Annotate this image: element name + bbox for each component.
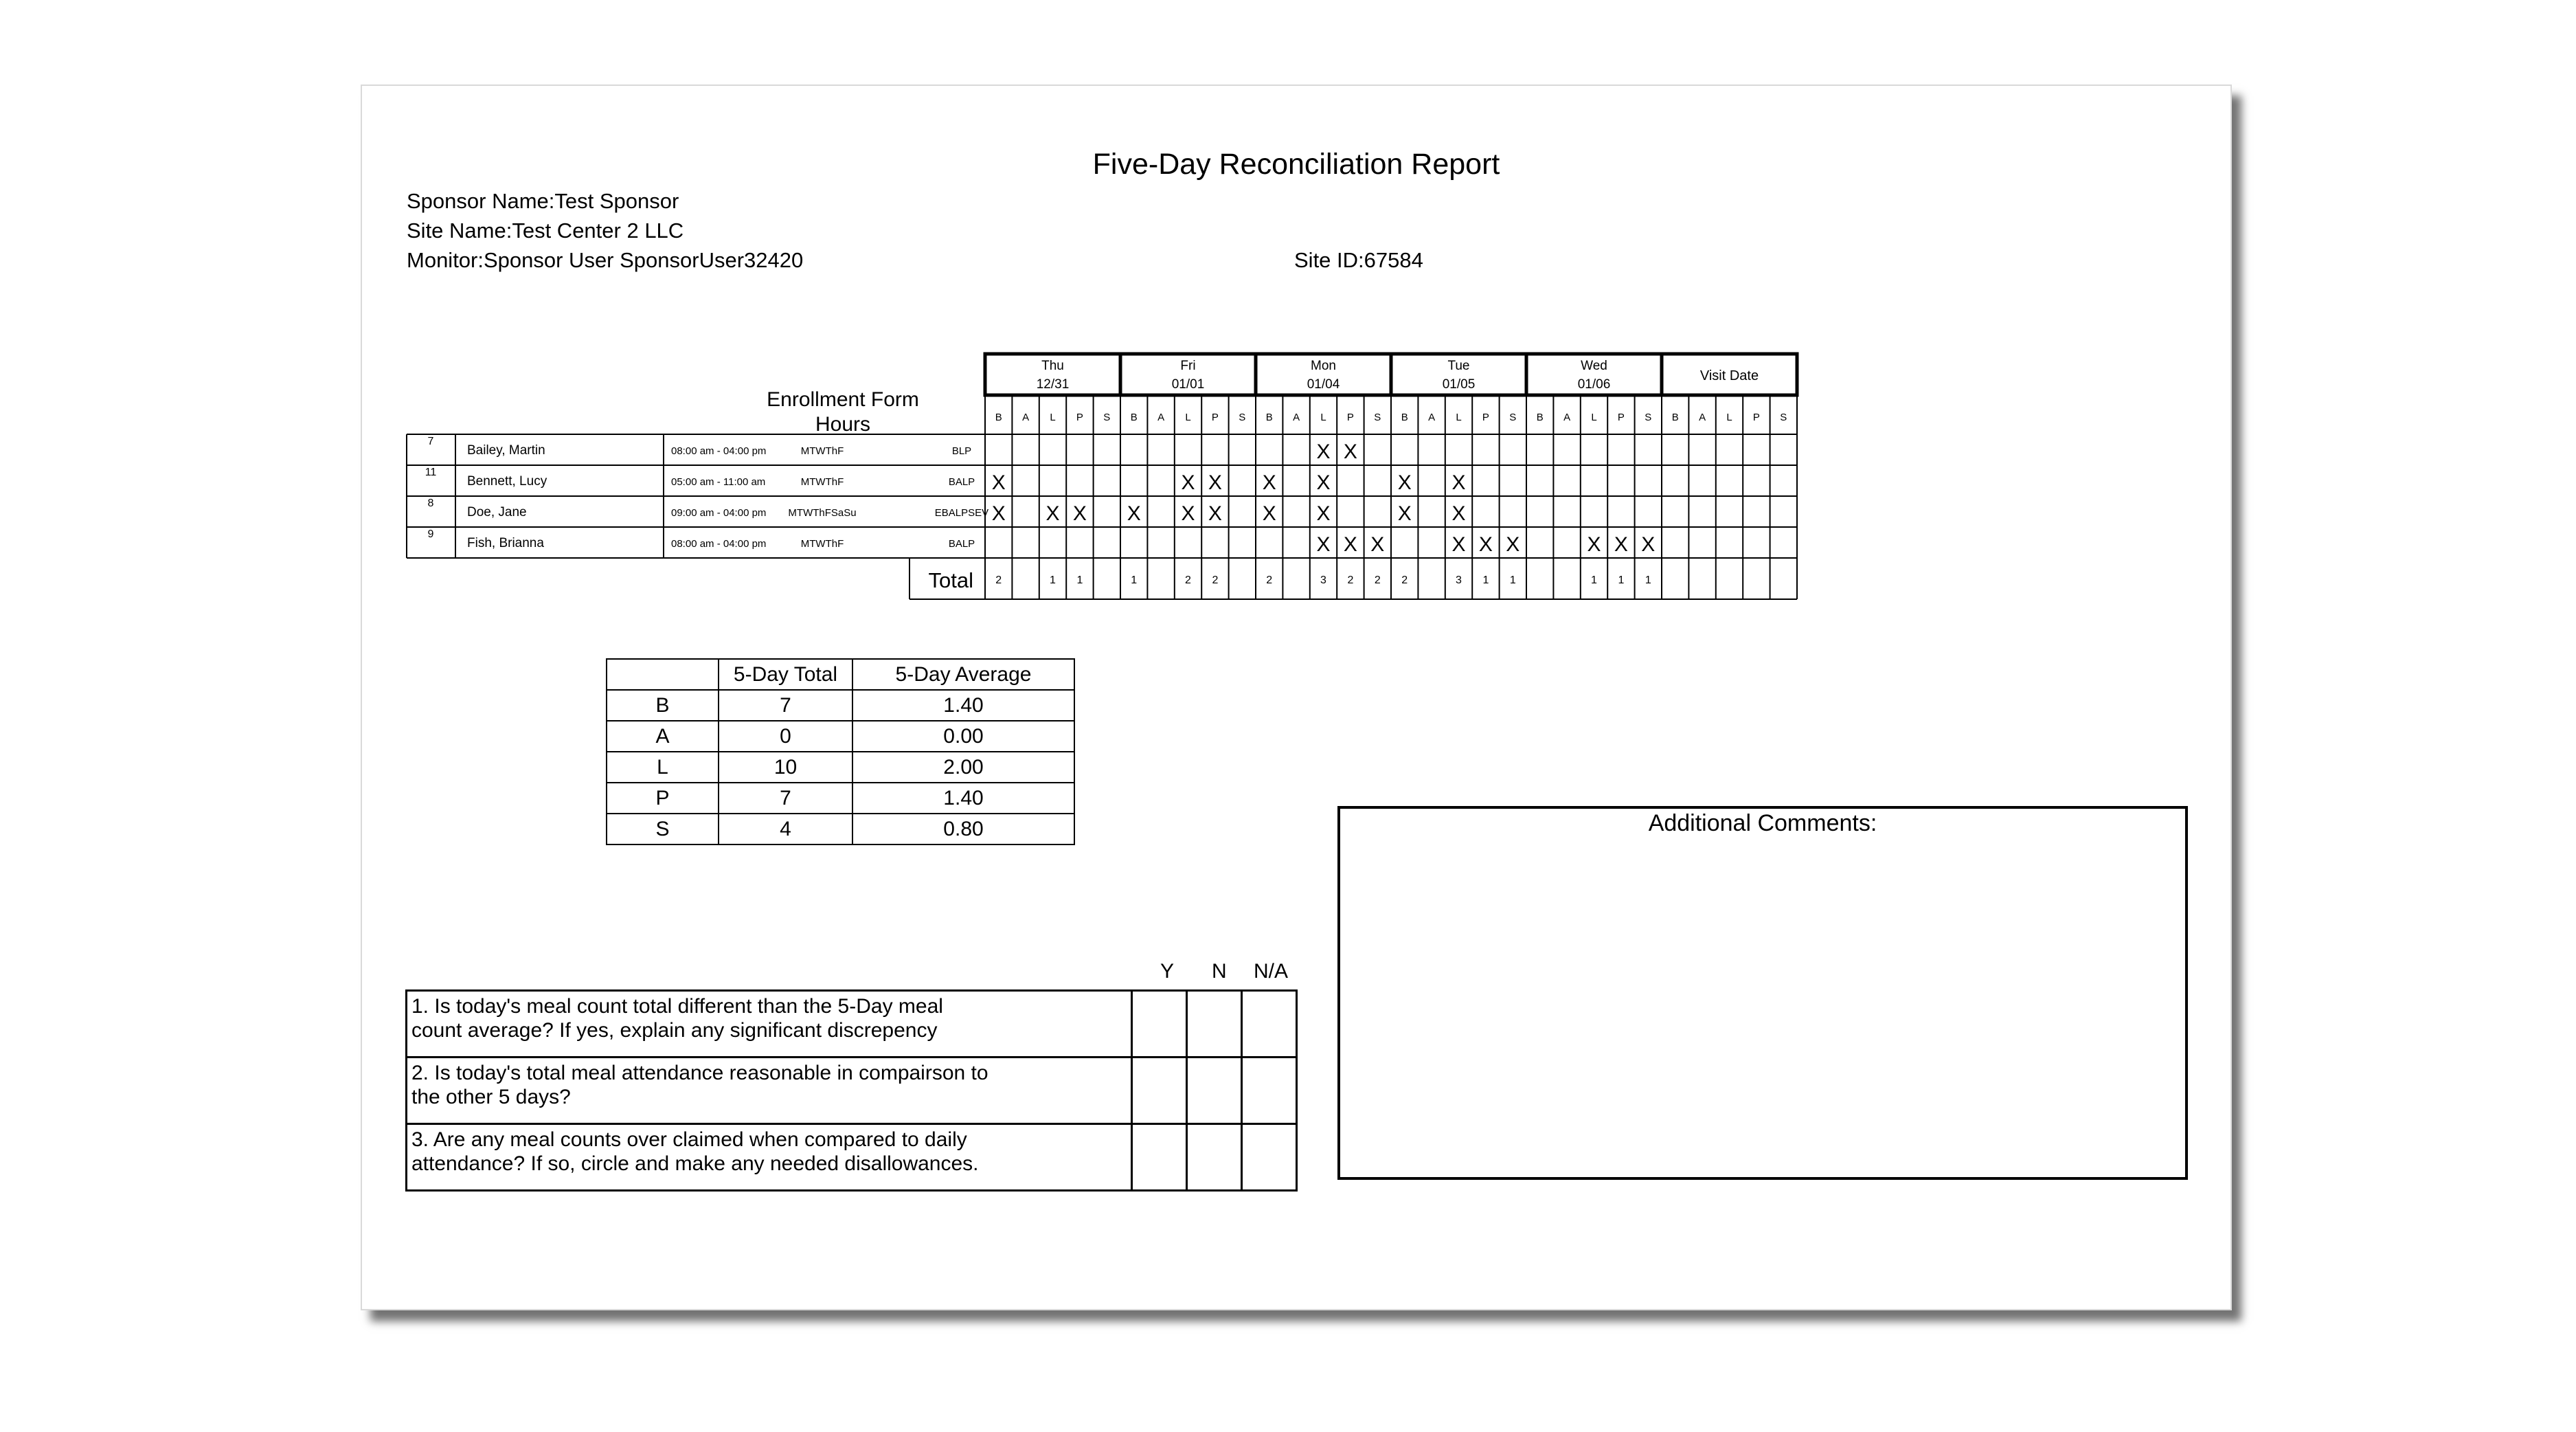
enrollment-hours: 08:00 am - 04:00 pm [671, 445, 767, 457]
report-page [361, 85, 2232, 1310]
meal-code: L [1320, 412, 1326, 423]
meal-code: L [1185, 412, 1191, 423]
child-id: 8 [427, 497, 434, 509]
report-title: Five-Day Reconciliation Report [1092, 148, 1500, 181]
day-name: Mon [1311, 359, 1336, 373]
yes-checkbox[interactable] [1132, 991, 1187, 1058]
meal-mark: X [1397, 471, 1412, 494]
question-row [407, 991, 1297, 1058]
yes-checkbox[interactable] [1132, 1058, 1187, 1124]
meal-mark: X [991, 502, 1006, 525]
summary-row [607, 752, 1074, 783]
summary-average: 0.80 [852, 814, 1074, 844]
na-checkbox[interactable] [1242, 1058, 1297, 1124]
na-header: N/A [1254, 960, 1289, 983]
day-name: Wed [1581, 359, 1607, 373]
yes-header: Y [1160, 960, 1175, 983]
no-checkbox[interactable] [1187, 1058, 1242, 1124]
meal-code: A [1428, 412, 1436, 423]
meal-code: B [1401, 412, 1408, 423]
child-name: Bailey, Martin [467, 443, 545, 458]
summary-header-total: 5-Day Total [719, 659, 852, 690]
review-questions [405, 989, 1298, 1192]
meal-mark: X [1262, 502, 1276, 525]
meal-total: 1 [1509, 574, 1516, 586]
summary-average: 1.40 [852, 690, 1074, 721]
meal-total: 2 [995, 574, 1002, 586]
na-checkbox[interactable] [1242, 991, 1297, 1058]
sponsor-name: Sponsor Name:Test Sponsor [407, 189, 679, 213]
summary-header-row [607, 659, 1074, 690]
question-text [407, 991, 1132, 1058]
meal-mark: X [1397, 502, 1412, 525]
enrollment-meals: BLP [951, 445, 972, 457]
question-text [407, 1058, 1132, 1124]
summary-meal: S [607, 814, 719, 844]
enrollment-days: MTWThF [800, 476, 844, 488]
meal-code: L [1591, 412, 1597, 423]
child-id: 11 [425, 467, 437, 478]
summary-row [607, 814, 1074, 844]
additional-comments-box[interactable] [1337, 806, 2188, 1180]
question-line: 2. Is today's total meal attendance reasonable in compairson to [411, 1062, 988, 1084]
meal-code: A [1293, 412, 1300, 423]
summary-average: 0.00 [852, 721, 1074, 752]
meal-code: B [1130, 412, 1138, 423]
monitor: Monitor:Sponsor User SponsorUser32420 [407, 248, 804, 272]
child-id: 9 [427, 528, 434, 540]
meal-mark: X [1370, 533, 1385, 556]
day-name: Thu [1041, 359, 1064, 373]
meal-mark: X [1046, 502, 1060, 525]
meal-mark: X [1641, 533, 1656, 556]
meal-code: B [1671, 412, 1679, 423]
meal-mark: X [1343, 533, 1357, 556]
enrollment-meals: BALP [948, 538, 975, 550]
meal-code: L [1726, 412, 1732, 423]
meal-mark: X [1343, 440, 1357, 463]
enrollment-days: MTWThFSaSu [788, 507, 857, 519]
question-text [407, 1124, 1132, 1191]
meal-code: A [1699, 412, 1706, 423]
meal-total: 2 [1347, 574, 1354, 586]
summary-row [607, 690, 1074, 721]
meal-code: S [1780, 412, 1787, 423]
question-row [407, 1124, 1297, 1191]
meal-code: L [1456, 412, 1462, 423]
meal-total: 1 [1131, 574, 1138, 586]
day-name: Tue [1447, 359, 1470, 373]
meal-mark: X [1208, 502, 1222, 525]
meal-total: 2 [1185, 574, 1191, 586]
meal-code: S [1103, 412, 1111, 423]
yes-checkbox[interactable] [1132, 1124, 1187, 1191]
meal-code: B [1536, 412, 1544, 423]
meal-code: P [1752, 412, 1760, 423]
meal-mark: X [1451, 471, 1466, 494]
site-id: Site ID:67584 [1294, 248, 1423, 272]
meal-total: 1 [1591, 574, 1597, 586]
summary-meal: B [607, 690, 719, 721]
visit-date-label: Visit Date [1699, 368, 1759, 383]
meal-mark: X [1072, 502, 1087, 525]
summary-header-blank [607, 659, 719, 690]
summary-row [607, 783, 1074, 814]
day-date: 12/31 [1036, 377, 1070, 392]
enrollment-days: MTWThF [800, 538, 844, 550]
meal-total: 2 [1374, 574, 1381, 586]
meal-code: P [1617, 412, 1625, 423]
hours-header: Hours [815, 413, 871, 436]
enrollment-hours: 09:00 am - 04:00 pm [671, 507, 767, 519]
question-line: 3. Are any meal counts over claimed when compared to daily [411, 1128, 967, 1151]
meal-mark: X [1587, 533, 1601, 556]
meal-total: 1 [1076, 574, 1083, 586]
summary-average: 2.00 [852, 752, 1074, 783]
meal-mark: X [1181, 502, 1195, 525]
na-checkbox[interactable] [1242, 1124, 1297, 1191]
meal-mark: X [1451, 502, 1466, 525]
meal-code: B [995, 412, 1002, 423]
meal-mark: X [1316, 471, 1331, 494]
meal-total: 3 [1320, 574, 1326, 586]
child-name: Fish, Brianna [467, 536, 544, 550]
meal-total: 3 [1456, 574, 1462, 586]
summary-total: 7 [719, 690, 852, 721]
meal-mark: X [1316, 440, 1331, 463]
meal-code: A [1157, 412, 1165, 423]
meal-mark: X [1614, 533, 1628, 556]
question-line: count average? If yes, explain any significant discrepency [411, 1019, 938, 1042]
enrollment-days: MTWThF [800, 445, 844, 457]
summary-total: 0 [719, 721, 852, 752]
meal-mark: X [1262, 471, 1276, 494]
meal-code: B [1265, 412, 1273, 423]
summary-table [606, 658, 1075, 845]
meal-mark: X [1127, 502, 1141, 525]
meal-total: 2 [1401, 574, 1408, 586]
question-line: the other 5 days? [411, 1086, 571, 1108]
meal-mark: X [1208, 471, 1222, 494]
enrollment-form-header: Enrollment Form [767, 388, 919, 411]
enrollment-meals: BALP [948, 476, 975, 488]
no-header: N [1212, 960, 1227, 983]
meal-total: 1 [1618, 574, 1625, 586]
meal-total: 1 [1050, 574, 1056, 586]
day-date: 01/04 [1307, 377, 1340, 392]
no-checkbox[interactable] [1187, 1124, 1242, 1191]
meal-code: P [1346, 412, 1354, 423]
day-name: Fri [1180, 359, 1196, 373]
meal-code: A [1563, 412, 1571, 423]
enrollment-meals: EBALPSEV [934, 507, 989, 519]
child-name: Doe, Jane [467, 505, 527, 519]
meal-code: P [1211, 412, 1219, 423]
summary-meal: L [607, 752, 719, 783]
total-label: Total [928, 568, 973, 592]
meal-mark: X [1316, 502, 1331, 525]
meal-total: 1 [1645, 574, 1651, 586]
enrollment-hours: 08:00 am - 04:00 pm [671, 538, 767, 550]
no-checkbox[interactable] [1187, 991, 1242, 1058]
summary-meal: A [607, 721, 719, 752]
question-row [407, 1058, 1297, 1124]
site-name: Site Name:Test Center 2 LLC [407, 219, 684, 243]
meal-code: S [1509, 412, 1517, 423]
child-name: Bennett, Lucy [467, 474, 547, 489]
meal-mark: X [1478, 533, 1493, 556]
summary-header-average: 5-Day Average [852, 659, 1074, 690]
meal-code: S [1374, 412, 1381, 423]
question-line: 1. Is today's meal count total different than the 5-Day meal [411, 995, 943, 1018]
summary-total: 7 [719, 783, 852, 814]
meal-code: P [1076, 412, 1083, 423]
meal-mark: X [1181, 471, 1195, 494]
meal-total: 2 [1266, 574, 1273, 586]
meal-code: S [1645, 412, 1652, 423]
meal-mark: X [991, 471, 1006, 494]
summary-total: 4 [719, 814, 852, 844]
summary-meal: P [607, 783, 719, 814]
child-id: 7 [427, 436, 434, 447]
summary-total: 10 [719, 752, 852, 783]
meal-total: 2 [1212, 574, 1219, 586]
meal-mark: X [1316, 533, 1331, 556]
meal-mark: X [1506, 533, 1520, 556]
meal-code: A [1022, 412, 1030, 423]
summary-row [607, 721, 1074, 752]
meal-code: S [1239, 412, 1246, 423]
meal-code: L [1050, 412, 1056, 423]
day-date: 01/06 [1577, 377, 1611, 392]
day-date: 01/05 [1442, 377, 1476, 392]
meal-mark: X [1451, 533, 1466, 556]
day-date: 01/01 [1171, 377, 1205, 392]
comments-label: Additional Comments: [1648, 810, 1877, 836]
meal-code: P [1482, 412, 1489, 423]
enrollment-hours: 05:00 am - 11:00 am [671, 476, 766, 488]
summary-average: 1.40 [852, 783, 1074, 814]
meal-total: 1 [1482, 574, 1489, 586]
question-line: attendance? If so, circle and make any needed disallowances. [411, 1152, 979, 1175]
